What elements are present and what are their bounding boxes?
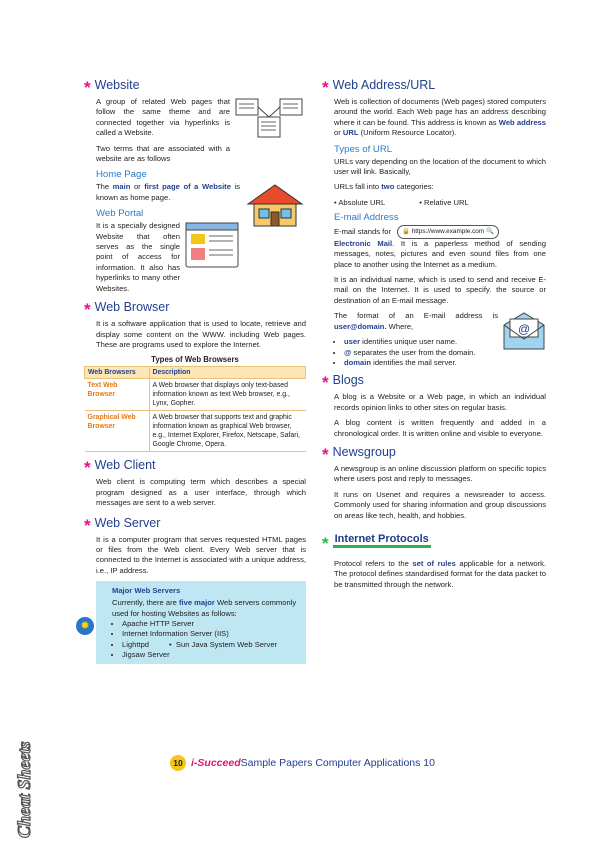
right-column	[322, 78, 546, 595]
url-heading: * Web Address/URL	[322, 78, 436, 97]
url-def: Web is collection of documents (Web pages) stored computers around the world. Each Web page has an address describing where it can be found. This address is known as Web address or URL (Uniform Resource Locator).	[334, 97, 546, 138]
table-row: Graphical Web Browser A Web browser that supports text and graphic information known as graphical Web browser, e.g., Internet Explorer, Firefox, Netscape, Safari, Google Chrome, Opera.	[85, 411, 306, 452]
list-item: • Relative URL	[419, 198, 469, 207]
list-item: • user identifies unique user name.	[344, 337, 546, 347]
url-types-list	[334, 198, 546, 207]
search-icon: 🔍	[484, 227, 494, 235]
protocols-heading: * Internet Protocols	[322, 533, 429, 553]
list-item: • domain identifies the mail server.	[344, 358, 546, 368]
table-row: Text Web Browser A Web browser that displays only text-based information known as text Web browser, e.g., Lynx, Gopher.	[85, 379, 306, 411]
newsgroup-p1: A newsgroup is an online discussion platform on specific topics where users post and reply to messages.	[334, 463, 546, 484]
website-heading: * Website	[84, 78, 140, 97]
home-page-heading: Home Page	[96, 169, 147, 181]
web-pages-icon	[234, 97, 306, 146]
side-label	[12, 690, 36, 840]
list-item: • Absolute URL	[334, 198, 385, 207]
note-text: Currently, there are five major Web servers commonly used for hosting Websites as follows:	[112, 598, 297, 618]
list-item: • @ separates the user from the domain.	[344, 348, 546, 358]
server-def: It is a computer program that serves requested HTML pages or files from the Web client. Every Web server that is connected to the Internet is associated with a unique address, i.e., IP address.	[96, 534, 306, 575]
portal-icon	[184, 221, 240, 276]
col-browsers: Web Browsers	[85, 367, 150, 379]
types-url-text: URLs vary depending on the location of the document to which user will link. Basically,	[334, 156, 546, 177]
client-def: Web client is computing term which describes a special program designed as a user interface, through which messages are sent to a web server.	[96, 477, 306, 508]
side-label-text: Cheat Sheets	[14, 741, 34, 838]
types-url-heading: Types of URL	[334, 143, 393, 155]
website-terms: Two terms that are associated with a website are as follows	[96, 143, 230, 164]
page-number: 10	[170, 755, 186, 771]
list-item: • Lighttpd • Sun Java System Web Server	[122, 640, 300, 650]
svg-text:@: @	[518, 322, 531, 337]
list-item: • Internet Information Server (IIS)	[122, 629, 300, 639]
newsgroup-heading: * Newsgroup	[322, 444, 396, 464]
email-def: E-mail stands for 🔒 https://www.example.com 🔍 Electronic Mail. It is a paperless method of sending messages, notes, pictures and even sound files from one place to another using the Internet as a medium.	[334, 226, 546, 269]
brand: i-Succeed	[191, 757, 241, 769]
lock-icon: 🔒	[401, 227, 412, 235]
server-list	[112, 619, 300, 661]
browser-table	[84, 366, 306, 452]
website-def: A group of related Web pages that follow the same theme and are connected together via hyperlinks is called a Website.	[96, 97, 230, 138]
house-icon	[244, 182, 306, 233]
envelope-icon	[502, 311, 546, 356]
web-portal-def: It is a specially designed Website that often serves as the single point of access for information. It also has hyperlinks to many other Websites.	[96, 221, 180, 293]
server-heading: * Web Server	[84, 515, 161, 535]
blogs-p1: A blog is a Website or a Web page, in which an individual records opinion links to other sites on regular basis.	[334, 392, 546, 412]
blogs-p2: A blog content is written frequently and added in a chronological order. It is written online and visible to everyone.	[334, 418, 546, 438]
newsgroup-p2: It runs on Usenet and requires a newsreader to access. Commonly used for sharing information and group discussions on areas like tech, health, and hobbies.	[334, 489, 546, 520]
col-description: Description	[149, 367, 306, 379]
left-column	[80, 78, 306, 664]
list-item: • Apache HTTP Server	[122, 619, 300, 629]
email-heading: E-mail Address	[334, 211, 399, 223]
protocols-def: Protocol refers to the set of rules applicable for a network. The protocol defines standardised format for the data packet to be transmitted through the network.	[334, 558, 546, 589]
browser-def: It is a software application that is used to locate, retrieve and display some content on the WWW. including Web pages. These are programs used to explore the Internet.	[96, 319, 306, 349]
email-format: The format of an E-mail address is user@domain. Where,	[334, 311, 498, 331]
home-page-def: The main or first page of a Website is known as home page.	[96, 182, 240, 202]
client-heading: * Web Client	[84, 458, 156, 478]
types-url-count: URLs fall into two categories:	[334, 182, 434, 192]
web-portal-heading: Web Portal	[96, 208, 144, 220]
email-individual: It is an individual name, which is used to send and receive E-mail on the Internet. It is used to specify. the source or destination of an E-mail message.	[334, 275, 546, 305]
blogs-heading: * Blogs	[322, 373, 364, 393]
list-item: • Jigsaw Server	[122, 650, 300, 660]
major-servers-note	[80, 581, 306, 664]
browser-heading: * Web Browser	[84, 300, 170, 320]
footer	[170, 755, 435, 771]
url-bar: 🔒 https://www.example.com 🔍	[397, 225, 499, 239]
note-title: Major Web Servers	[112, 586, 181, 596]
book-title: Sample Papers Computer Applications 10	[240, 757, 435, 769]
browser-table-caption: Types of Web Browsers	[151, 355, 239, 365]
bulb-icon: ✹	[76, 617, 94, 635]
